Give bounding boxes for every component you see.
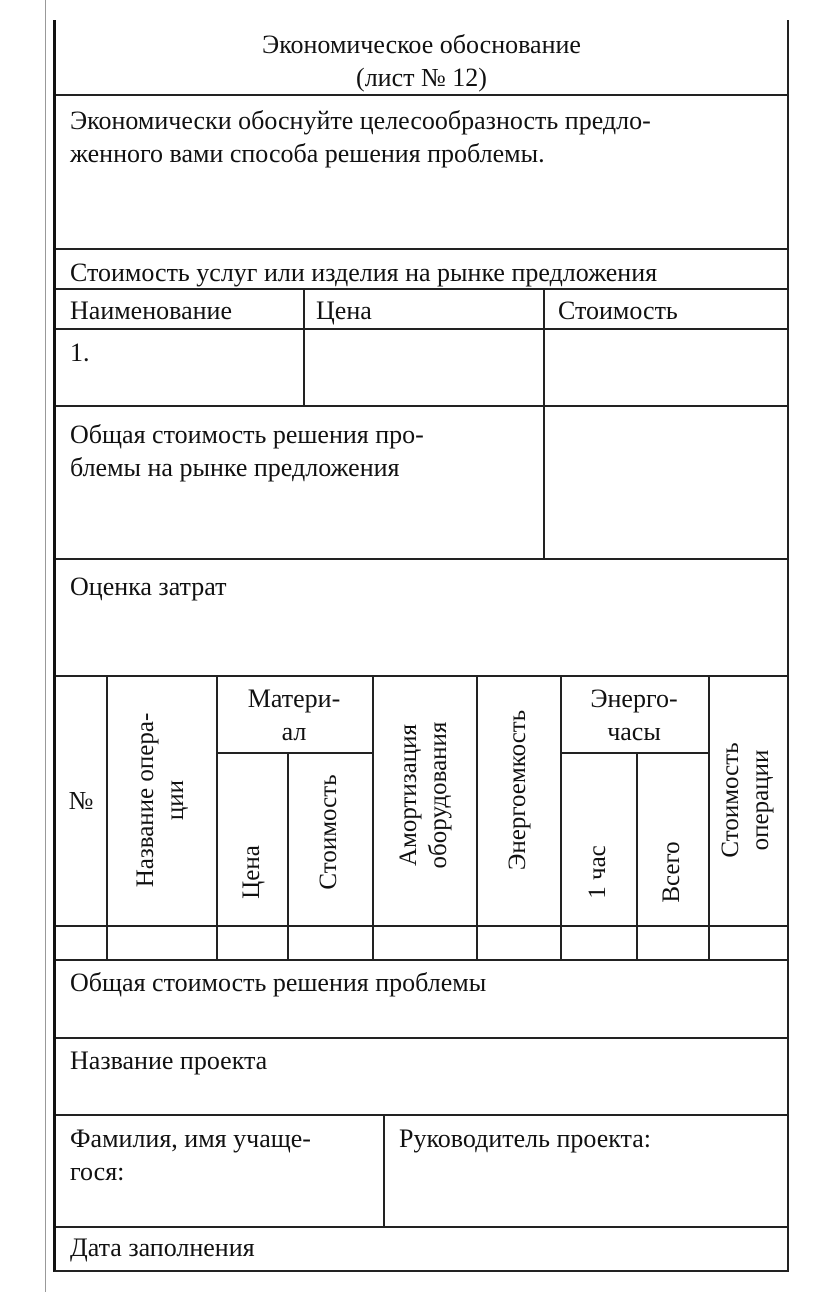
divider bbox=[56, 1226, 787, 1228]
task-text: Экономически обоснуйте целесообразность предло- женного вами способа решения проблемы. bbox=[70, 106, 651, 168]
market-row-number: 1. bbox=[70, 338, 90, 367]
col-energy-hours-header: Энерго- часы bbox=[590, 684, 678, 746]
costs-heading: Оценка затрат bbox=[70, 572, 227, 601]
page-edge bbox=[45, 0, 46, 1292]
col-total-header: Всего bbox=[658, 841, 685, 903]
divider bbox=[303, 288, 305, 405]
form-title: Экономическое обоснование bbox=[262, 30, 581, 59]
col-cost-header: Стоимость bbox=[558, 296, 678, 325]
col-hour-header: 1 час bbox=[584, 845, 611, 899]
student-name-label: Фамилия, имя учаще- гося: bbox=[70, 1124, 311, 1186]
divider bbox=[216, 752, 372, 754]
divider bbox=[543, 288, 545, 558]
col-operation-header: Название опера- ции bbox=[132, 712, 189, 888]
fill-date-label: Дата заполнения bbox=[70, 1233, 255, 1262]
col-material-price-header: Цена bbox=[238, 845, 265, 899]
divider bbox=[372, 675, 374, 959]
economic-justification-form bbox=[53, 20, 789, 1272]
divider bbox=[636, 752, 638, 959]
col-name-header: Наименование bbox=[70, 296, 232, 325]
divider bbox=[56, 959, 787, 961]
col-depreciation-header: Амортизация оборудования bbox=[395, 721, 452, 869]
col-price-header: Цена bbox=[316, 296, 372, 325]
divider bbox=[476, 675, 478, 959]
divider bbox=[56, 248, 787, 250]
col-energy-intensity-header: Энергоемкость bbox=[504, 709, 531, 871]
sheet-number: (лист № 12) bbox=[356, 63, 487, 92]
col-material-cost-header: Стоимость bbox=[315, 774, 342, 890]
divider bbox=[56, 1037, 787, 1039]
col-number-header: № bbox=[68, 786, 94, 815]
divider bbox=[56, 94, 787, 96]
divider bbox=[56, 405, 787, 407]
divider bbox=[56, 675, 787, 677]
supervisor-label: Руководитель проекта: bbox=[399, 1124, 652, 1153]
divider bbox=[56, 288, 787, 290]
divider bbox=[56, 925, 787, 927]
market-total-label: Общая стоимость решения про- блемы на рынке предложения bbox=[70, 420, 424, 482]
divider bbox=[56, 1114, 787, 1116]
divider bbox=[708, 675, 710, 959]
col-operation-cost-header: Стоимость операции bbox=[717, 742, 774, 858]
project-name-label: Название проекта bbox=[70, 1046, 268, 1075]
total-cost-label: Общая стоимость решения проблемы bbox=[70, 968, 487, 997]
divider bbox=[56, 328, 787, 330]
market-heading: Стоимость услуг или изделия на рынке предложения bbox=[70, 258, 658, 287]
divider bbox=[287, 752, 289, 959]
divider bbox=[383, 1114, 385, 1226]
divider bbox=[560, 752, 708, 754]
divider bbox=[56, 558, 787, 560]
divider bbox=[106, 675, 108, 959]
col-material-header: Матери- ал bbox=[247, 684, 341, 746]
